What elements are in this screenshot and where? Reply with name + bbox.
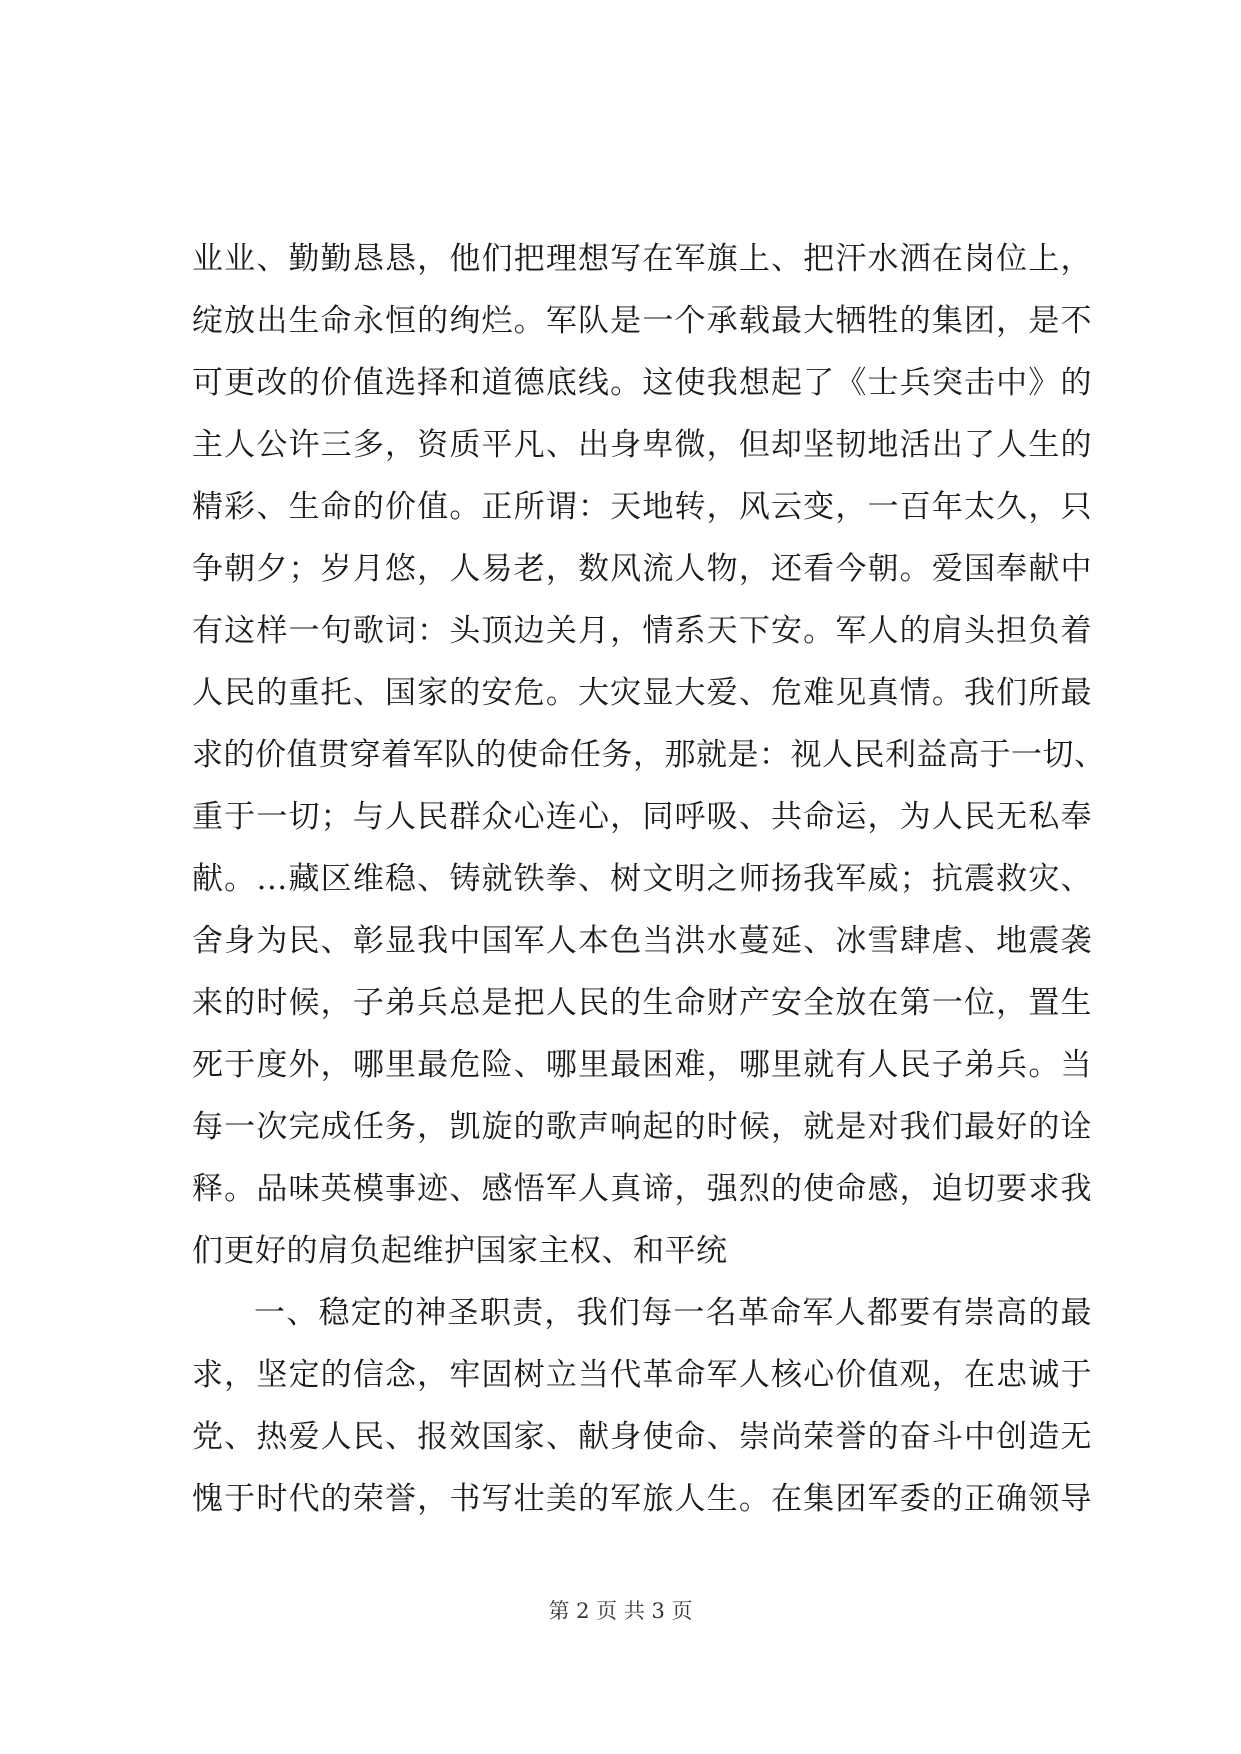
text-line: 献。…藏区维稳、铸就铁拳、树文明之师扬我军威；抗震救灾、: [192, 861, 1092, 897]
text-line: 死于度外，哪里最危险、哪里最困难，哪里就有人民子弟兵。当: [192, 1047, 1092, 1083]
text-line: 释。品味英模事迹、感悟军人真谛，强烈的使命感，迫切要求我: [192, 1171, 1092, 1207]
text-line: 舍身为民、彰显我中国军人本色当洪水蔓延、冰雪肆虐、地震袭: [192, 923, 1092, 959]
text-line: 求，坚定的信念，牢固树立当代革命军人核心价值观，在忠诚于: [192, 1357, 1092, 1393]
text-line: 党、热爱人民、报效国家、献身使命、崇尚荣誉的奋斗中创造无: [192, 1419, 1092, 1455]
text-line: 争朝夕；岁月悠，人易老，数风流人物，还看今朝。爱国奉献中: [192, 551, 1092, 587]
text-line: 可更改的价值选择和道德底线。这使我想起了《士兵突击中》的: [192, 365, 1092, 401]
text-line: 重于一切；与人民群众心连心，同呼吸、共命运，为人民无私奉: [192, 799, 1092, 835]
text-line: 主人公许三多，资质平凡、出身卑微，但却坚韧地活出了人生的: [192, 427, 1092, 463]
text-line: 精彩、生命的价值。正所谓：天地转，风云变，一百年太久，只: [192, 489, 1092, 525]
text-line: 绽放出生命永恒的绚烂。军队是一个承载最大牺牲的集团，是不: [192, 303, 1092, 339]
text-line: 求的价值贯穿着军队的使命任务，那就是：视人民利益高于一切、: [192, 737, 1106, 773]
body-text: [192, 228, 1106, 1530]
text-line: 来的时候，子弟兵总是把人民的生命财产安全放在第一位，置生: [192, 985, 1092, 1021]
text-line-paragraph-start: 一、稳定的神圣职责，我们每一名革命军人都要有崇高的最: [254, 1295, 1092, 1331]
page-number-footer: 第 2 页 共 3 页: [548, 1599, 693, 1623]
text-line: 每一次完成任务，凯旋的歌声响起的时候，就是对我们最好的诠: [192, 1109, 1092, 1145]
text-line: 愧于时代的荣誉，书写壮美的军旅人生。在集团军委的正确领导: [192, 1481, 1092, 1517]
text-line: 人民的重托、国家的安危。大灾显大爱、危难见真情。我们所最: [192, 675, 1092, 711]
text-line: 业业、勤勤恳恳，他们把理想写在军旗上、把汗水洒在岗位上，: [192, 241, 1092, 277]
text-line-paragraph-end: 们更好的肩负起维护国家主权、和平统: [192, 1233, 728, 1269]
text-line: 有这样一句歌词：头顶边关月，情系天下安。军人的肩头担负着: [192, 613, 1092, 649]
